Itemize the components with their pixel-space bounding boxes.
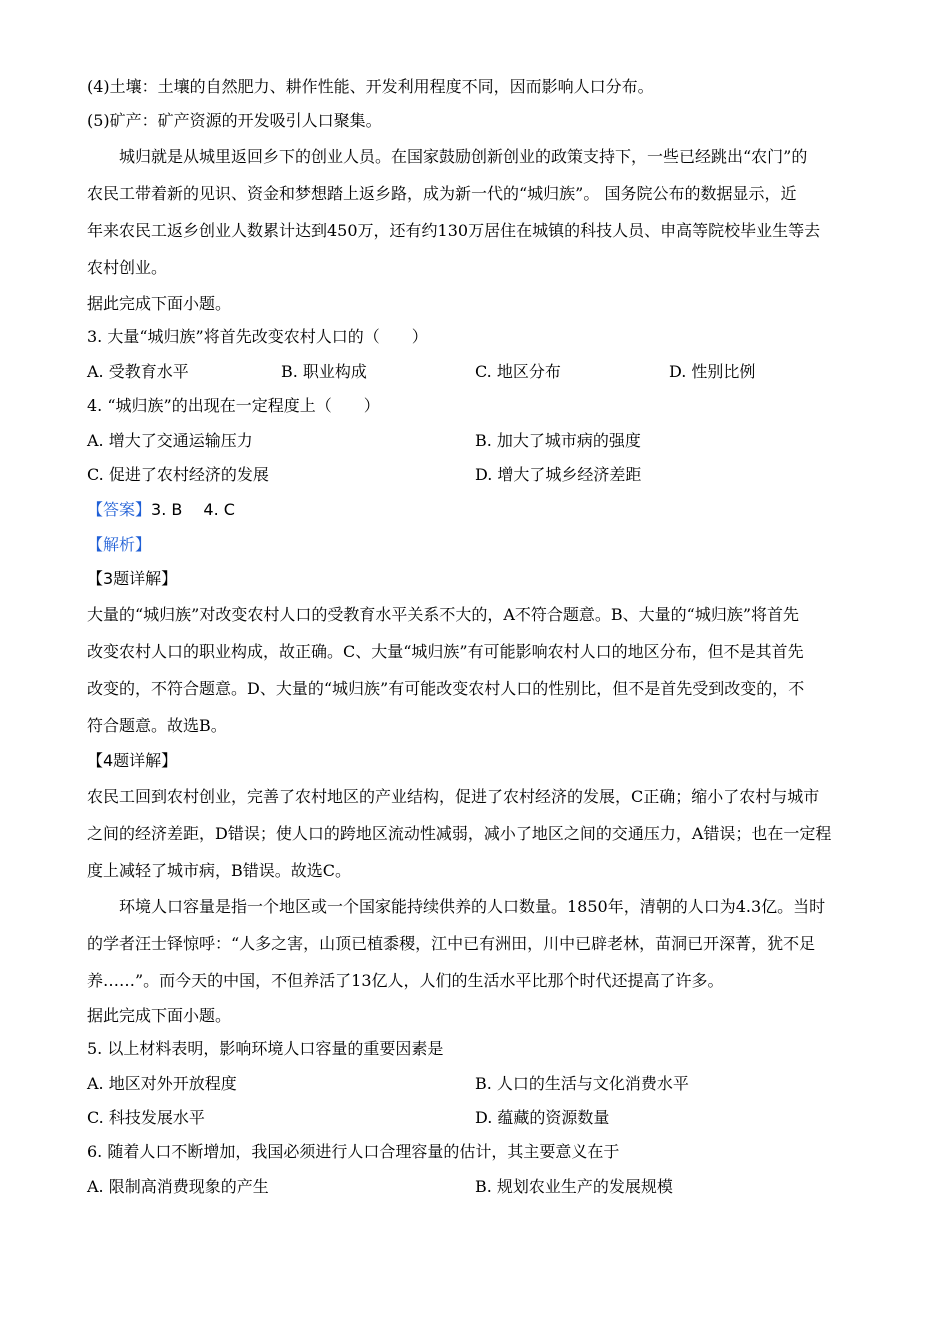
answer-line: [87, 500, 235, 520]
q5-option-a: A. 地区对外开放程度: [87, 1074, 237, 1093]
q3-explanation-line-1: 大量的“城归族”对改变农村人口的受教育水平关系不大的，A不符合题意。B、大量的“城归族”将首先: [87, 605, 800, 624]
q6-option-a: A. 限制高消费现象的产生: [87, 1177, 269, 1196]
q5-option-d: D. 蕴藏的资源数量: [475, 1108, 610, 1127]
q3-explanation-line-3: 改变的，不符合题意。D、大量的“城归族”有可能改变农村人口的性别比，但不是首先受到改变的，不: [87, 679, 805, 698]
passage-1-line-2: 农民工带着新的见识、资金和梦想踏上返乡路，成为新一代的“城归族”。 国务院公布的数据显示，近: [87, 184, 797, 203]
passage-2-line-2: 的学者汪士铎惊呼：“人多之害，山顶已植黍稷，江中已有洲田，川中已辟老林，苗洞已开深菁，犹不足: [87, 934, 816, 953]
soil-factor-line: (4)土壤：土壤的自然肥力、耕作性能、开发利用程度不同，因而影响人口分布。: [87, 77, 654, 96]
q3-option-c: C. 地区分布: [475, 362, 561, 381]
question-5: 5. 以上材料表明，影响环境人口容量的重要因素是: [87, 1039, 444, 1058]
q4-explanation-line-2: 之间的经济差距，D错误；使人口的跨地区流动性减弱，减小了地区之间的交通压力，A错误；也在一定程: [87, 824, 832, 843]
q3-option-a: A. 受教育水平: [87, 362, 189, 381]
question-4: 4. “城归族”的出现在一定程度上（ ）: [87, 396, 380, 415]
q5-option-c: C. 科技发展水平: [87, 1108, 205, 1127]
passage-1-line-3: 年来农民工返乡创业人数累计达到450万，还有约130万居住在城镇的科技人员、申高等院校毕业生等去: [87, 221, 821, 240]
q3-option-b: B. 职业构成: [281, 362, 367, 381]
question-6: 6. 随着人口不断增加，我国必须进行人口合理容量的估计，其主要意义在于: [87, 1142, 620, 1161]
answer-value: 3. B 4. C: [151, 500, 235, 519]
q4-explanation-line-1: 农民工回到农村创业，完善了农村地区的产业结构，促进了农村经济的发展，C正确；缩小了农村与城市: [87, 787, 820, 806]
mineral-factor-line: (5)矿产：矿产资源的开发吸引人口聚集。: [87, 111, 382, 130]
q5-option-b: B. 人口的生活与文化消费水平: [475, 1074, 689, 1093]
answer-label: 【答案】: [87, 500, 152, 519]
q4-explanation-line-3: 度上减轻了城市病，B错误。故选C。: [87, 861, 352, 880]
question-3: 3. 大量“城归族”将首先改变农村人口的（ ）: [87, 327, 428, 346]
q3-option-d: D. 性别比例: [669, 362, 756, 381]
analysis-label: 【解析】: [87, 535, 152, 554]
q3-detail-label: 【3题详解】: [87, 569, 178, 588]
passage-1-line-4: 农村创业。: [87, 258, 168, 277]
q4-option-a: A. 增大了交通运输压力: [87, 431, 253, 450]
q4-option-d: D. 增大了城乡经济差距: [475, 465, 642, 484]
instruction-prompt: 据此完成下面小题。: [87, 294, 232, 313]
q3-explanation-line-2: 改变农村人口的职业构成，故正确。C、大量“城归族”有可能影响农村人口的地区分布，但不是其首先: [87, 642, 804, 661]
q6-option-b: B. 规划农业生产的发展规模: [475, 1177, 673, 1196]
q4-option-b: B. 加大了城市病的强度: [475, 431, 641, 450]
passage-2-line-1: 环境人口容量是指一个地区或一个国家能持续供养的人口数量。1850年，清朝的人口为4.3亿。当时: [119, 897, 826, 916]
q4-detail-label: 【4题详解】: [87, 751, 178, 770]
passage-2-line-3: 养……”。而今天的中国，不但养活了13亿人，人们的生活水平比那个时代还提高了许多。: [87, 971, 724, 990]
q4-option-c: C. 促进了农村经济的发展: [87, 465, 269, 484]
passage-1-line-1: 城归就是从城里返回乡下的创业人员。在国家鼓励创新创业的政策支持下，一些已经跳出“农门”的: [119, 147, 808, 166]
instruction-prompt-2: 据此完成下面小题。: [87, 1006, 232, 1025]
q3-explanation-line-4: 符合题意。故选B。: [87, 716, 227, 735]
